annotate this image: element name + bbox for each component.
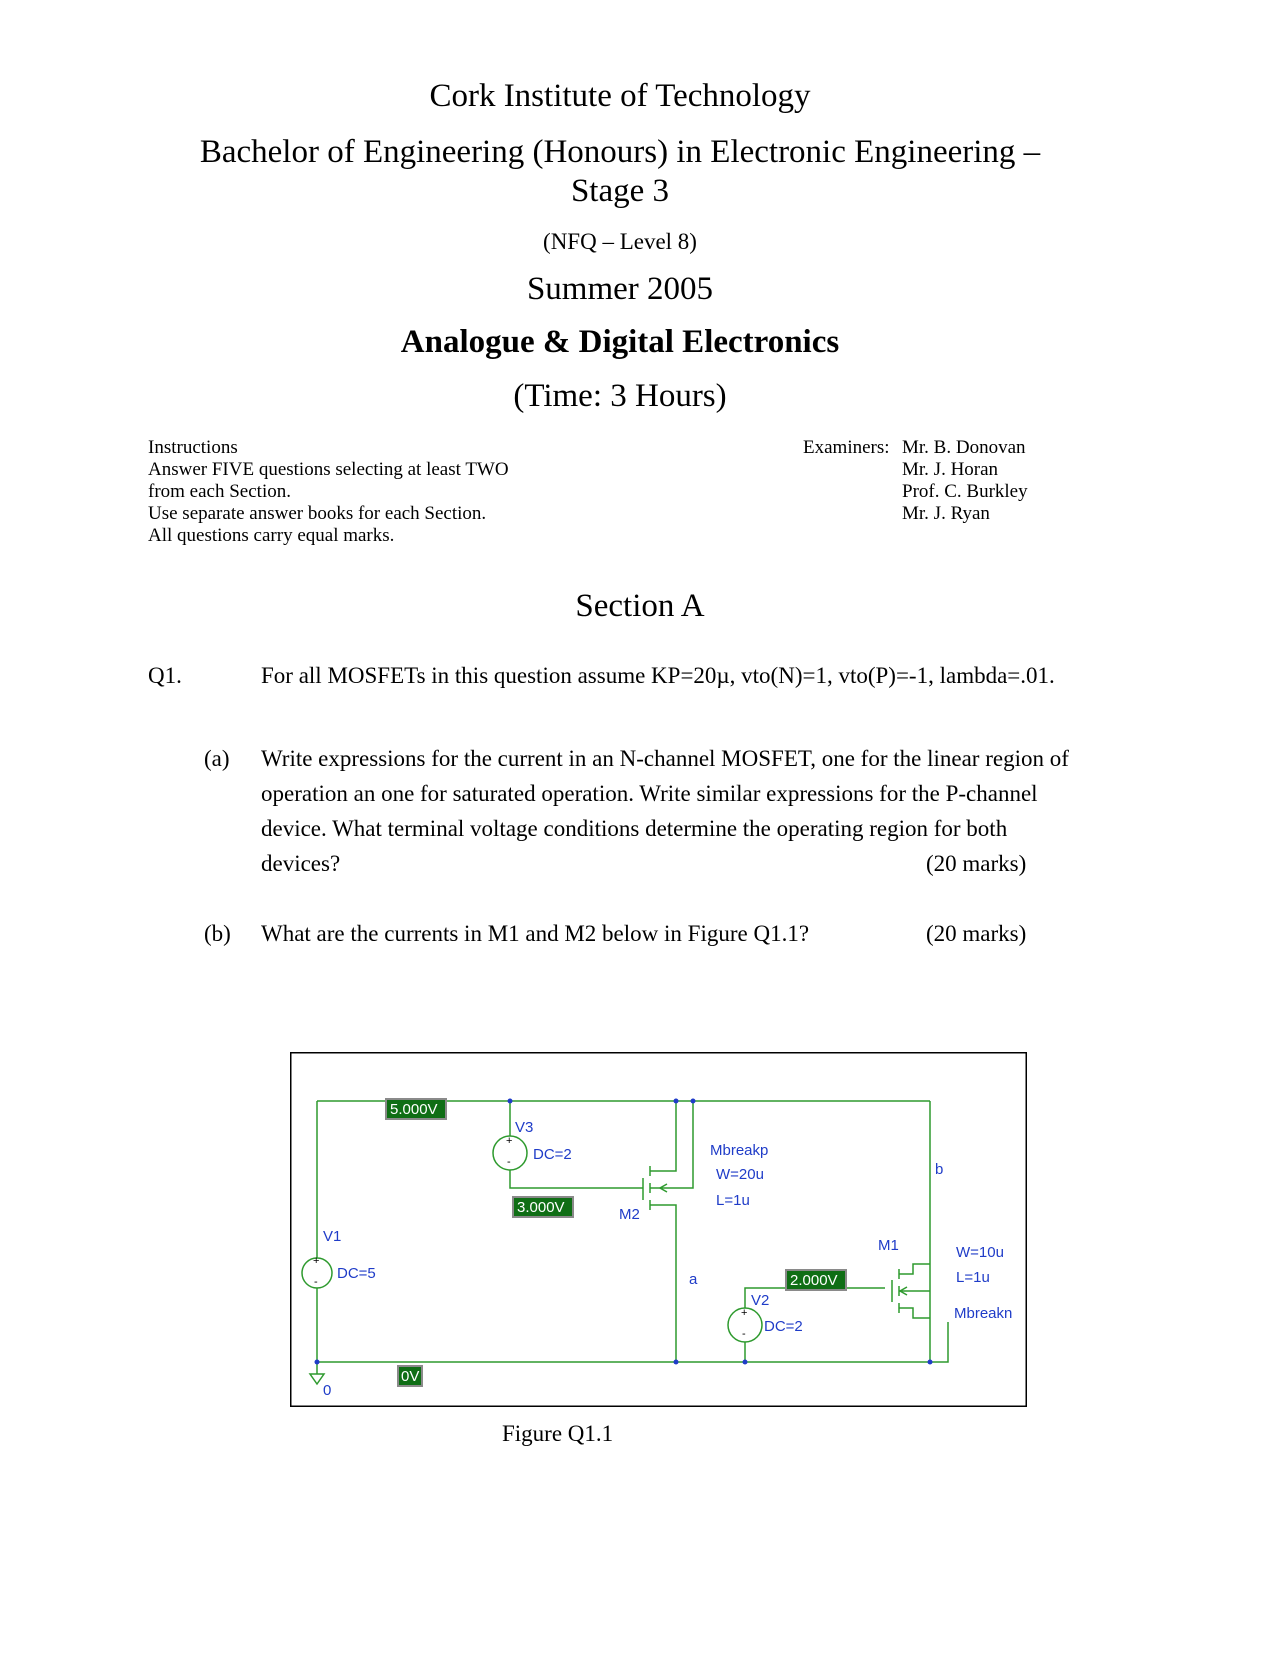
v1-plus: + (313, 1255, 320, 1267)
instructions-line: All questions carry equal marks. (148, 525, 395, 546)
question-number: Q1. (148, 663, 182, 688)
v2-name: V2 (751, 1292, 770, 1309)
m1-name: M1 (878, 1237, 899, 1254)
figure-caption: Figure Q1.1 (502, 1421, 614, 1446)
programme-title-line1: Bachelor of Engineering (Honours) in Electronic Engineering – (199, 134, 1041, 170)
institute-title: Cork Institute of Technology (429, 78, 811, 114)
instructions-block (148, 437, 509, 547)
node-b-label: b (935, 1161, 944, 1178)
voltage-marker-top-label: 5.000V (390, 1101, 438, 1118)
question-intro: For all MOSFETs in this question assume KP=20µ, vto(N)=1, vto(P)=-1, lambda=.01. (261, 663, 1055, 688)
circuit-diagram (290, 1052, 1027, 1407)
v3-name: V3 (515, 1119, 534, 1136)
exam-duration: (Time: 3 Hours) (513, 378, 727, 414)
m2-length: L=1u (716, 1192, 750, 1209)
exam-session: Summer 2005 (526, 271, 714, 307)
v1-name: V1 (323, 1228, 342, 1245)
part-a-line: operation an one for saturated operation. Write similar expressions for the P-channel (261, 781, 1038, 806)
m2-model: Mbreakp (710, 1142, 769, 1159)
m2-name: M2 (619, 1206, 640, 1223)
node-a-label: a (689, 1271, 698, 1288)
examiner-name: Mr. J. Horan (902, 459, 999, 480)
part-a-marks: (20 marks) (926, 851, 1027, 876)
part-a-line: Write expressions for the current in an N-channel MOSFET, one for the linear region of (261, 746, 1069, 771)
instructions-heading: Instructions (148, 437, 238, 458)
examiner-name: Mr. J. Ryan (902, 503, 990, 524)
voltage-marker-bottom-label: 0V (401, 1368, 420, 1385)
examiners-list (902, 437, 1028, 525)
m1-width: W=10u (956, 1244, 1004, 1261)
nfq-level: (NFQ – Level 8) (543, 229, 697, 254)
voltage-marker-m1-gate-label: 2.000V (790, 1272, 838, 1289)
part-b-label: (b) (204, 921, 231, 946)
part-b-text: What are the currents in M1 and M2 below in Figure Q1.1? (261, 921, 810, 946)
m2-width: W=20u (716, 1166, 764, 1183)
examiner-name: Prof. C. Burkley (902, 481, 1028, 502)
voltage-marker-m2-gate-label: 3.000V (517, 1199, 565, 1216)
v3-minus: - (507, 1156, 511, 1168)
instructions-line: Use separate answer books for each Section. (148, 503, 487, 524)
subject-title: Analogue & Digital Electronics (400, 324, 840, 360)
part-b-marks: (20 marks) (926, 921, 1027, 946)
part-a-label: (a) (204, 746, 230, 771)
circuit-figure (290, 1052, 1027, 1407)
v3-value: DC=2 (533, 1146, 572, 1163)
v3-plus: + (506, 1135, 513, 1147)
v1-minus: - (314, 1276, 318, 1288)
v1-value: DC=5 (337, 1265, 376, 1282)
programme-title-line2: Stage 3 (570, 173, 670, 209)
examiner-name: Mr. B. Donovan (902, 437, 1026, 458)
v2-value: DC=2 (764, 1318, 803, 1335)
m1-model: Mbreakn (954, 1305, 1013, 1322)
instructions-line: Answer FIVE questions selecting at least TWO (148, 459, 509, 480)
part-a-line: device. What terminal voltage conditions determine the operating region for both (261, 816, 1008, 841)
v2-plus: + (741, 1307, 748, 1319)
section-title: Section A (575, 588, 705, 624)
m1-length: L=1u (956, 1269, 990, 1286)
part-a-line: devices? (261, 851, 341, 876)
v2-minus: - (742, 1328, 746, 1340)
examiners-label: Examiners: (803, 437, 890, 458)
instructions-line: from each Section. (148, 481, 291, 502)
ground-label: 0 (323, 1382, 332, 1399)
